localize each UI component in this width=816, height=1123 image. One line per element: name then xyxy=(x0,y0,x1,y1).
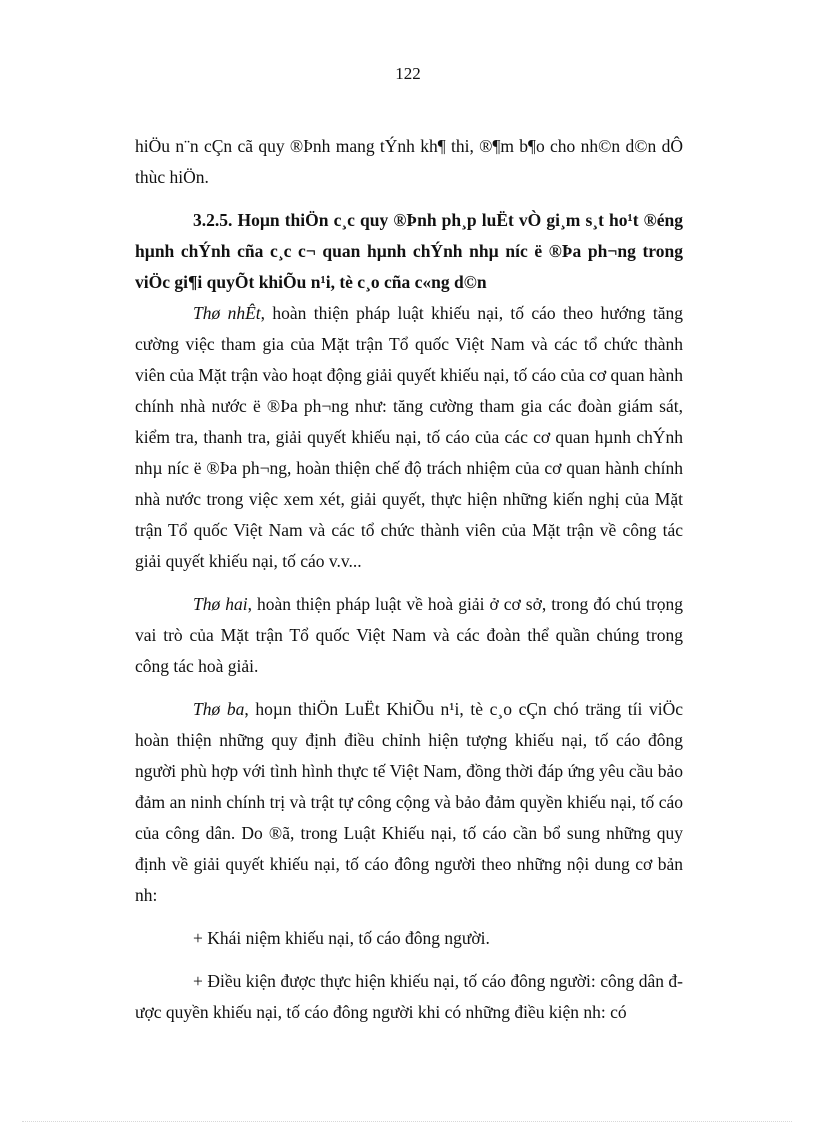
paragraph-lead: Thø ba xyxy=(193,699,245,719)
paragraph-lead: Thø hai xyxy=(193,594,248,614)
paragraph-lead: Thø nhÊt xyxy=(193,303,261,323)
body-text xyxy=(135,131,683,1028)
paragraph-text: , hoàn thiện pháp luật về hoà giải ở cơ sở, trong đó chú trọng vai trò của Mặt trận Tổ quốc Việt Nam và các đoàn thể quần chúng trong công tác hoà giải. xyxy=(135,594,683,676)
page-bottom-border xyxy=(22,1121,792,1122)
page-number: 122 xyxy=(395,64,421,83)
paragraph-first xyxy=(135,298,683,577)
list-item-conditions: + Điều kiện được thực hiện khiếu nại, tố cáo đông người: công dân được quyền khiếu nại, tố cáo đông người khi có những điều kiện nh: có xyxy=(135,971,683,1022)
paragraph-second xyxy=(135,589,683,682)
list-item-definition: + Khái niệm khiếu nại, tố cáo đông người. xyxy=(193,928,490,948)
paragraph-continuation: hiÖu n¨n cÇn cã quy ®Þnh mang tÝnh kh¶ thi, ®¶m b¶o cho nh©n d©n dÔ thùc hiÖn. xyxy=(135,136,683,187)
paragraph-text: , hoµn thiÖn LuËt KhiÕu n¹i, tè c¸o cÇn chó träng tíi viÖc hoàn thiện những quy định điều chỉnh hiện tượng khiếu nại, tố cáo đông người phù hợp với tình hình thực tế Việt Nam, đồng thời đáp ứng yêu cầu bảo đảm an ninh chính trị và trật tự công cộng và bảo đảm quyền khiếu nại, tố cáo của công dân. Do ®ã, trong Luật Khiếu nại, tố cáo cần bổ sung những quy định về giải quyết khiếu nại, tố cáo đông người theo những nội dung cơ bản nh: xyxy=(135,699,683,905)
section-heading: 3.2.5. Hoµn thiÖn c¸c quy ®Þnh ph¸p luËt vÒ gi¸m s¸t ho¹t ®éng hµnh chÝnh cña c¸c c¬ quan hµnh chÝnh nhµ níc ë ®Þa ph¬ng trong viÖc gi¶i quyÕt khiÕu n¹i, tè c¸o cña c«ng d©n xyxy=(135,210,683,292)
paragraph-third xyxy=(135,694,683,911)
paragraph-text: , hoàn thiện pháp luật khiếu nại, tố cáo theo hướng tăng cường việc tham gia của Mặt trận Tổ quốc Việt Nam và các tổ chức thành viên của Mặt trận vào hoạt động giải quyết khiếu nại, tố cáo của cơ quan hành chính nhà nước ë ®Þa ph¬ng như: tăng cường tham gia các đoàn giám sát, kiểm tra, thanh tra, giải quyết khiếu nại, tố cáo của các cơ quan hµnh chÝnh nhµ níc ë ®Þa ph¬ng, hoàn thiện chế độ trách nhiệm của cơ quan hành chính nhà nước trong việc xem xét, giải quyết, thực hiện những kiến nghị của Mặt trận Tổ quốc Việt Nam và các tổ chức thành viên của Mặt trận về công tác giải quyết khiếu nại, tố cáo v.v... xyxy=(135,303,684,571)
